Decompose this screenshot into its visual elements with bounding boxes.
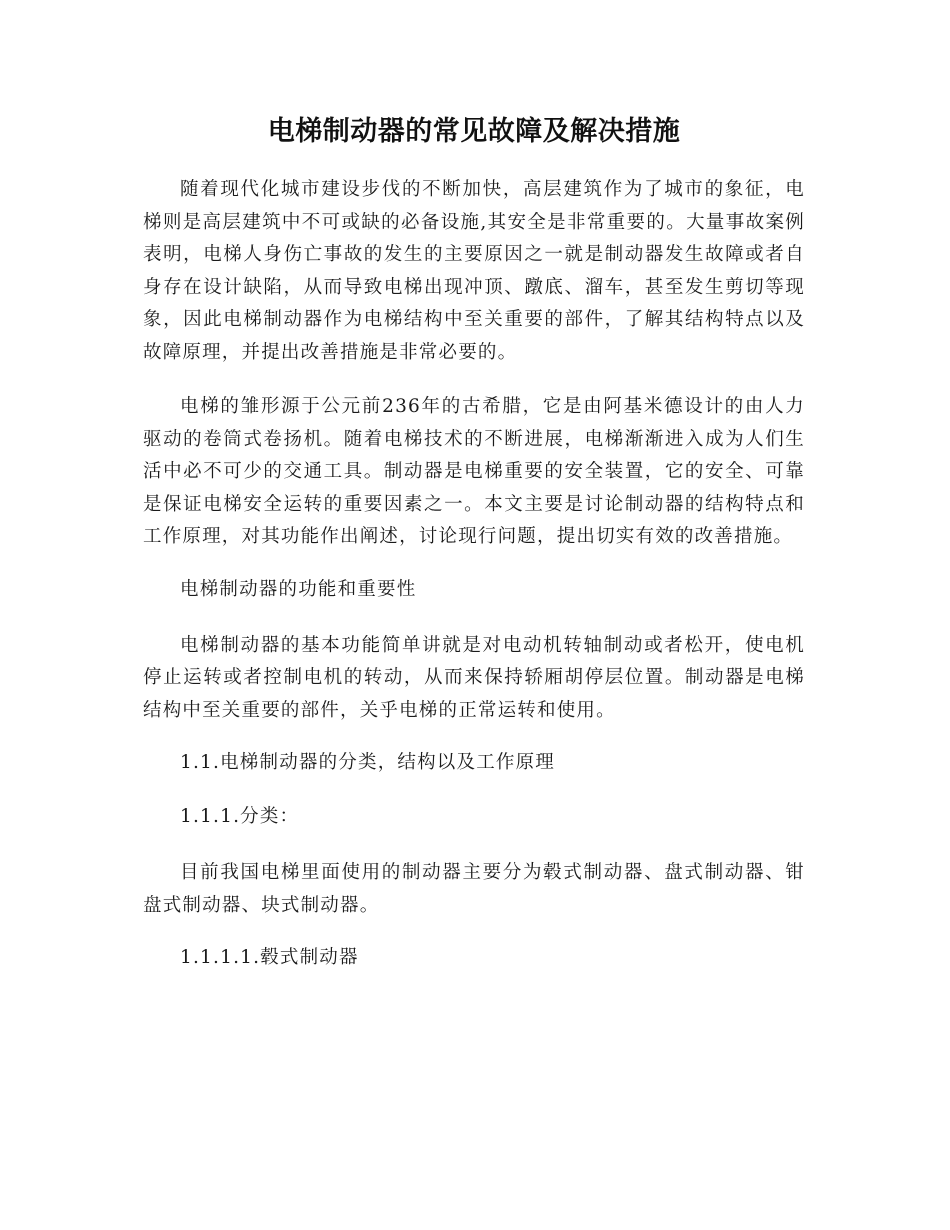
paragraph-intro: 随着现代化城市建设步伐的不断加快，高层建筑作为了城市的象征，电梯则是高层建筑中不可或缺的必备设施,其安全是非常重要的。大量事故案例表明，电梯人身伤亡事故的发生的主要原因之一就是制动器发生故障或者自身存在设计缺陷，从而导致电梯出现冲顶、蹾底、溜车，甚至发生剪切等现象，因此电梯制动器作为电梯结构中至关重要的部件，了解其结构特点以及故障原理，并提出改善措施是非常必要的。 [143, 179, 805, 363]
section-heading-classification: 1.1.电梯制动器的分类，结构以及工作原理 [180, 752, 556, 773]
document-title: 电梯制动器的常见故障及解决措施 [267, 116, 681, 147]
paragraph-history: 电梯的雏形源于公元前236年的古希腊，它是由阿基米德设计的由人力驱动的卷筒式卷扬机。随着电梯技术的不断进展，电梯渐渐进入成为人们生活中必不可少的交通工具。制动器是电梯重要的安全装置，它的安全、可靠是保证电梯安全运转的重要因素之一。本文主要是讨论制动器的结构特点和工作原理，对其功能作出阐述，讨论现行问题，提出切实有效的改善措施。 [143, 396, 805, 547]
paragraph-types: 目前我国电梯里面使用的制动器主要分为毂式制动器、盘式制动器、钳盘式制动器、块式制动器。 [143, 862, 805, 916]
subsubsection-heading-drum-brake: 1.1.1.1.毂式制动器 [180, 947, 359, 968]
document-page [143, 112, 805, 998]
subsection-heading-types: 1.1.1.分类： [180, 806, 300, 827]
paragraph-function: 电梯制动器的基本功能简单讲就是对电动机转轴制动或者松开，使电机停止运转或者控制电机的转动，从而来保持轿厢胡停层位置。制动器是电梯结构中至关重要的部件，关乎电梯的正常运转和使用。 [143, 634, 805, 721]
section-heading-function: 电梯制动器的功能和重要性 [180, 578, 417, 600]
